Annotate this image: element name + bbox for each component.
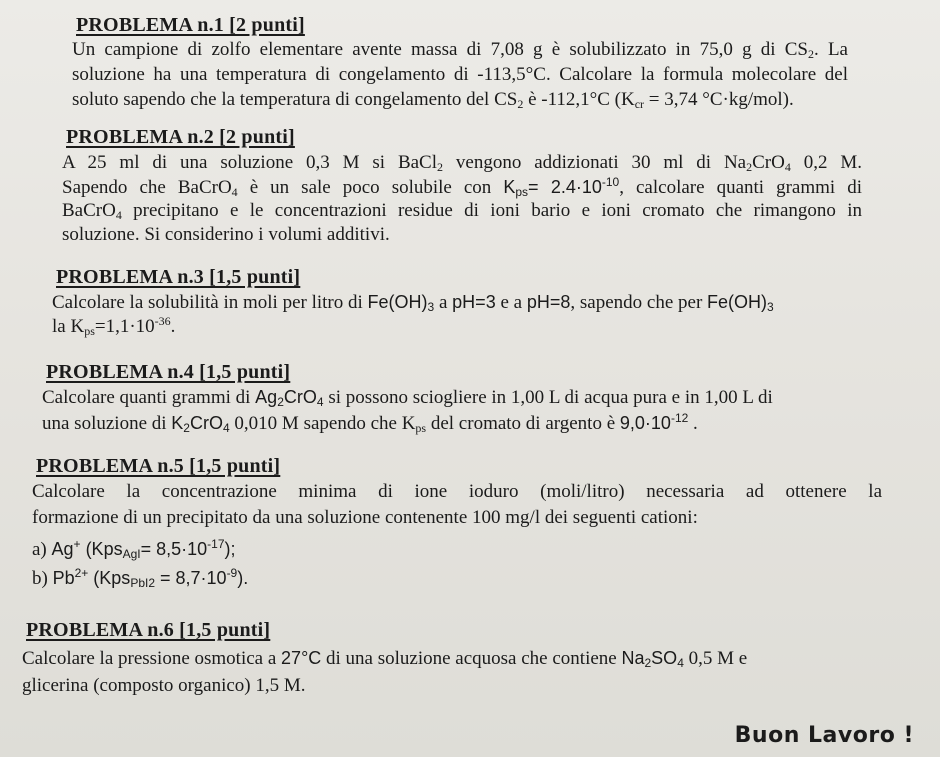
problem-2-title: PROBLEMA n.2 [2 punti] [66,126,295,148]
problem-5-title: PROBLEMA n.5 [1,5 punti] [36,455,281,477]
problem-3-line-1: Calcolare la solubilità in moli per litro di $Fe(OH)_3$ a pH=3 e a pH=8, sapendo che per $Fe(OH)_3$ [52,292,774,314]
problem-2-line-2: Sapendo che BaCrO$_4$ è un sale poco solubile con $K_{ps}= 2.4\cdot 10^{-10}$, calcolare quanti grammi di [62,175,862,199]
problem-5-item-b: b) $Pb^{2+}$ $(Kps_{PbI2} = 8,7\cdot 10^{-9})$. [32,566,249,590]
problem-5-line-1: Calcolare la concentrazione minima di ione ioduro (moli/litro) necessaria ad ottenere la [32,481,882,502]
problem-2-line-3: BaCrO$_4$ precipitano e le concentrazioni residue di ioni bario e ioni cromato che rimangono in [62,200,862,222]
problem-5-item-a: a) Ag+ $(Kps_{AgI}= 8,5\cdot 10^{-17})$; [32,537,236,561]
problem-1-line-3: soluto sapendo che la temperatura di congelamento del $CS_2$ è -112,1°C ($K_{cr} = 3,74$ °C·kg/mol). [72,89,794,111]
problem-5-line-2: formazione di un precipitato da una soluzione contenente 100 mg/l dei seguenti cationi: [32,507,698,528]
problem-1-title: PROBLEMA n.1 [2 punti] [76,14,305,36]
problem-1-line-2: soluzione ha una temperatura di congelamento di -113,5°C. Calcolare la formula molecolare del [72,64,848,85]
problem-6-line-2: glicerina (composto organico) 1,5 M. [22,675,306,696]
problem-4-line-1: Calcolare quanti grammi di $Ag_2CrO_4$ si possono sciogliere in 1,00 L di acqua pura e in 1,00 L di [42,387,773,409]
problem-2-line-4: soluzione. Si considerino i volumi additivi. [62,224,390,245]
problem-3-title: PROBLEMA n.3 [1,5 punti] [56,266,301,288]
problem-6-title: PROBLEMA n.6 [1,5 punti] [26,619,271,641]
problem-1-line-1: Un campione di zolfo elementare avente massa di 7,08 g è solubilizzato in 75,0 g di $CS_2$. La [72,39,848,61]
problem-6-line-1: Calcolare la pressione osmotica a 27°C di una soluzione acquosa che contiene $Na_2SO_4$ 0,5 M e [22,648,748,670]
problem-3-line-2: la $K_{ps}=1,1\cdot 10^{-36}$. [52,314,176,338]
problem-2-line-1: A 25 ml di una soluzione 0,3 M si BaCl$_2$ vengono addizionati 30 ml di $Na_2CrO_4$ 0,2 M. [62,152,862,174]
problem-4-title: PROBLEMA n.4 [1,5 punti] [46,361,291,383]
closing-text: Buon Lavoro ! [734,723,914,748]
problem-4-line-2: una soluzione di $K_2CrO_4$ 0,010 M sapendo che $K_{ps}$ del cromato di argento è $9,0\cdot 10^{-12}$ . [42,411,698,435]
